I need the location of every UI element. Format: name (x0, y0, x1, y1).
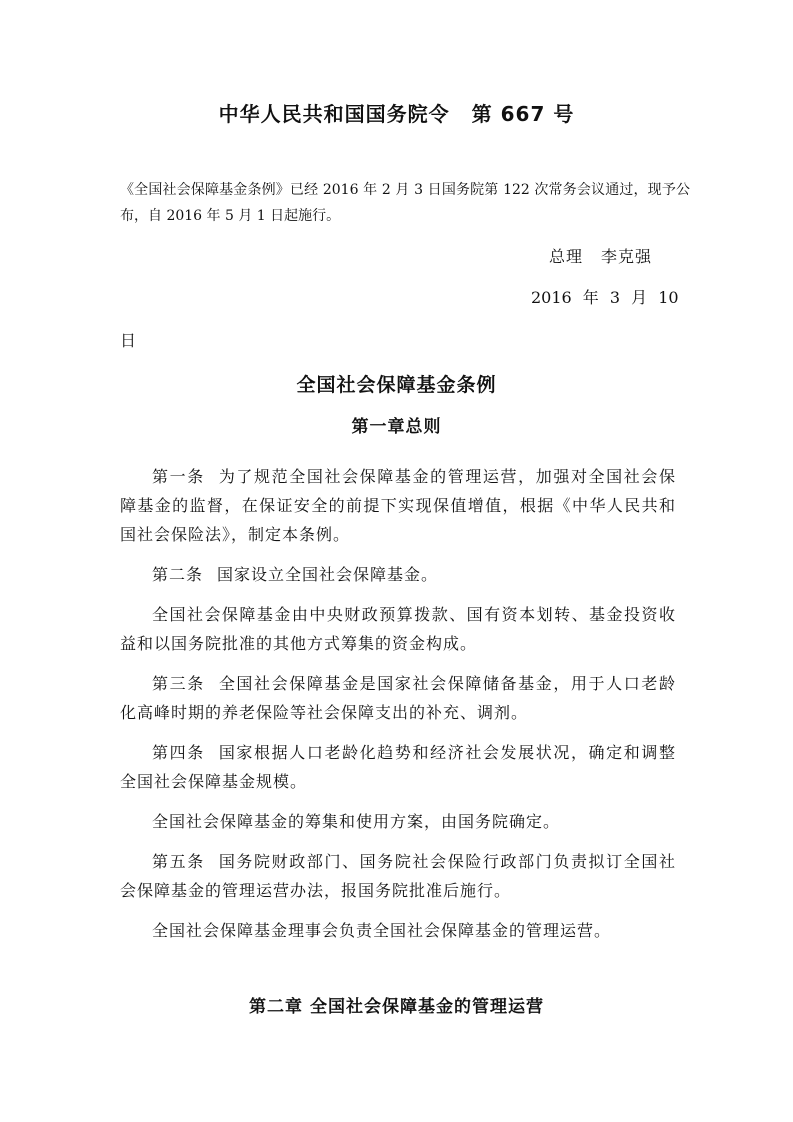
article-text: 全国社会保障基金理事会负责全国社会保障基金的管理运营。 (152, 921, 612, 940)
regulation-title: 全国社会保障基金条例 (296, 374, 497, 396)
decree-date-tail: 日 (120, 331, 137, 350)
article-text: 全国社会保障基金的筹集和使用方案，由国务院确定。 (152, 812, 561, 831)
article-number: 第一条 (152, 467, 205, 486)
decree-announcement: 《全国社会保障基金条例》已经 2016 年 2 月 3 日国务院第 122 次常务会议通过，现予公布，自 2016 年 5 月 1 日起施行。 (120, 182, 690, 224)
article-text: 国家根据人口老龄化趋势和经济社会发展状况，确定和调整全国社会保障基金规模。 (120, 743, 676, 791)
paragraph (120, 738, 676, 796)
article-text: 国家设立全国社会保障基金。 (217, 565, 439, 584)
signer-role: 总理 (549, 247, 584, 266)
decree-date: 2016 年 3 月 10 (531, 288, 679, 307)
article-number: 第二条 (152, 565, 204, 584)
article-text: 全国社会保障基金是国家社会保障储备基金，用于人口老龄化高峰时期的养老保险等社会保障支出的补充、调剂。 (120, 674, 676, 722)
article-number: 第五条 (152, 852, 205, 871)
regulation-body (120, 462, 676, 956)
chapter-1-title: 第一章总则 (351, 417, 442, 437)
article-text: 国务院财政部门、国务院社会保险行政部门负责拟订全国社会保障基金的管理运营办法，报国务院批准后施行。 (120, 852, 676, 900)
paragraph (120, 462, 676, 549)
signer (549, 244, 652, 267)
paragraph (120, 807, 676, 836)
paragraph (120, 916, 676, 945)
decree-title (0, 98, 793, 127)
paragraph (120, 847, 676, 905)
paragraph (120, 669, 676, 727)
article-text: 全国社会保障基金由中央财政预算拨款、国有资本划转、基金投资收益和以国务院批准的其他方式筹集的资金构成。 (120, 605, 676, 653)
decree-title-main: 中华人民共和国国务院令 (218, 102, 450, 126)
article-number: 第三条 (152, 674, 205, 693)
paragraph (120, 600, 676, 658)
paragraph (120, 560, 676, 589)
chapter-2-title: 第二章 全国社会保障基金的管理运营 (249, 997, 544, 1017)
article-text: 为了规范全国社会保障基金的管理运营，加强对全国社会保障基金的监督，在保证安全的前提下实现保值增值，根据《中华人民共和国社会保险法》，制定本条例。 (120, 467, 676, 544)
decree-number: 第 667 号 (471, 102, 575, 126)
signer-name: 李克强 (601, 247, 653, 266)
article-number: 第四条 (152, 743, 205, 762)
